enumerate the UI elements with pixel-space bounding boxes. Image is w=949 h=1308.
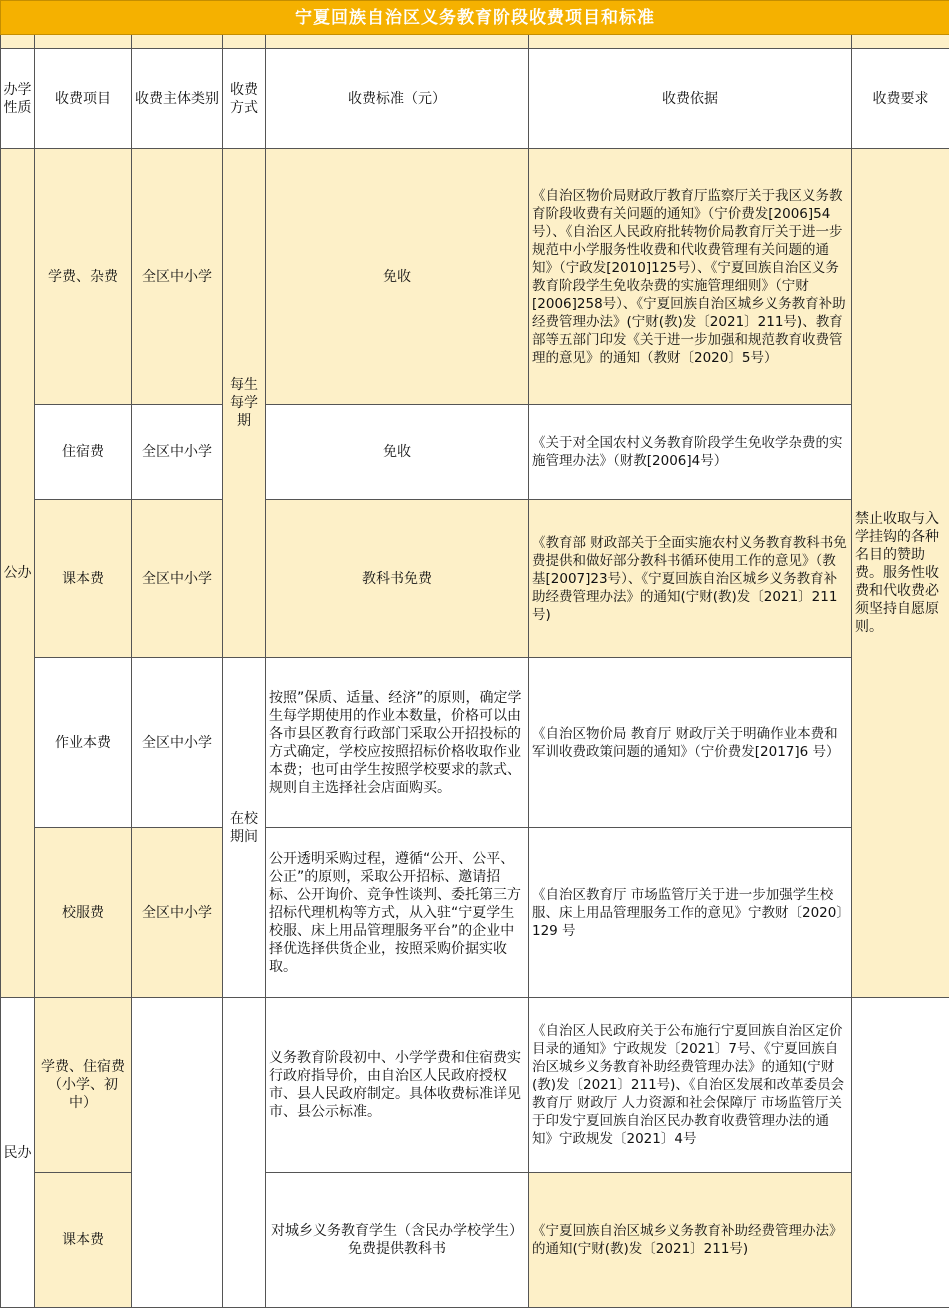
basis-cell: 《关于对全国农村义务教育阶段学生免收学杂费的实施管理办法》（财教[2006]4号） [529,405,852,500]
header-item: 收费项目 [35,49,132,149]
standard-cell: 免收 [266,149,529,405]
subject-cell: 全区中小学 [132,658,223,828]
item-cell: 学费、住宿费（小学、初中） [35,998,132,1173]
basis-cell: 《自治区物价局 教育厅 财政厅关于明确作业本费和军训收费政策问题的通知》（宁价费发[2017]6 号） [529,658,852,828]
standard-cell: 义务教育阶段初中、小学学费和住宿费实行政府指导价，由自治区人民政府授权市、县人民政府制定。具体收费标准详见市、县公示标准。 [266,998,529,1173]
header-requirement: 收费要求 [852,49,949,149]
method-cell-empty [223,998,266,1308]
basis-cell: 《教育部 财政部关于全面实施农村义务教育教科书免费提供和做好部分教科书循环使用工作的意见》（教基[2007]23号）、《宁夏回族自治区城乡义务教育补助经费管理办法》的通知(宁财(教)发〔2021〕211号) [529,500,852,658]
basis-cell: 《自治区人民政府关于公布施行宁夏回族自治区定价目录的通知》宁政规发〔2021〕7号、《宁夏回族自治区城乡义务教育补助经费管理办法》的通知(宁财(教)发〔2021〕211号)、《自治区发展和改革委员会 教育厅 财政厅 人力资源和社会保障厅 市场监管厅关于印发宁夏回族自治区民办教育收费管理办法的通知》宁政规发〔2021〕4号 [529,998,852,1173]
spacer-cell [1,35,35,49]
item-cell: 校服费 [35,828,132,998]
spacer-cell [132,35,223,49]
basis-cell: 《自治区物价局财政厅教育厅监察厅关于我区义务教育阶段收费有关问题的通知》（宁价费发[2006]54号）、《自治区人民政府批转物价局教育厅关于进一步规范中小学服务性收费和代收费管理有关问题的通知》（宁政发[2010]125号）、《宁夏回族自治区义务教育阶段学生免收杂费的实施管理细则》（宁财[2006]258号）、《宁夏回族自治区城乡义务教育补助经费管理办法》(宁财(教)发〔2021〕211号)、教育部等五部门印发《关于进一步加强和规范教育收费管理的意见》的通知（教财〔2020〕5号） [529,149,852,405]
subject-cell: 全区中小学 [132,149,223,405]
page-title: 宁夏回族自治区义务教育阶段收费项目和标准 [1,1,949,35]
item-cell: 课本费 [35,1173,132,1308]
item-cell: 课本费 [35,500,132,658]
header-standard: 收费标准（元） [266,49,529,149]
spacer-cell [852,35,949,49]
standard-cell: 公开透明采购过程，遵循“公开、公平、公正”的原则，采取公开招标、邀请招标、公开询价、竞争性谈判、委托第三方招标代理机构等方式，从入驻“宁夏学生校服、床上用品管理服务平台”的企业中择优选择供货企业，按照采购价据实收取。 [266,828,529,998]
basis-cell: 《自治区教育厅 市场监管厅关于进一步加强学生校服、床上用品管理服务工作的意见》宁教财〔2020〕129 号 [529,828,852,998]
spacer-cell [529,35,852,49]
nature-private: 民办 [1,998,35,1308]
header-basis: 收费依据 [529,49,852,149]
nature-public: 公办 [1,149,35,998]
standard-cell: 按照”保质、适量、经济”的原则，确定学生每学期使用的作业本数量，价格可以由各市县区教育行政部门采取公开招投标的方式确定，学校应按照招标价格收取作业本费；也可由学生按照学校要求的款式、规则自主选择社会店面购买。 [266,658,529,828]
item-cell: 学费、杂费 [35,149,132,405]
header-subject: 收费主体类别 [132,49,223,149]
spacer-cell [35,35,132,49]
spacer-cell [266,35,529,49]
subject-cell: 全区中小学 [132,500,223,658]
subject-cell-empty [132,998,223,1308]
header-nature: 办学性质 [1,49,35,149]
spacer-cell [223,35,266,49]
standard-cell: 免收 [266,405,529,500]
standard-cell: 对城乡义务教育学生（含民办学校学生）免费提供教科书 [266,1173,529,1308]
method-school: 在校期间 [223,658,266,998]
subject-cell: 全区中小学 [132,828,223,998]
requirement-public: 禁止收取与入学挂钩的各种名目的赞助费。服务性收费和代收费必须坚持自愿原则。 [852,149,949,998]
method-semester: 每生每学期 [223,149,266,658]
item-cell: 住宿费 [35,405,132,500]
requirement-private [852,998,949,1308]
standard-cell: 教科书免费 [266,500,529,658]
basis-cell: 《宁夏回族自治区城乡义务教育补助经费管理办法》的通知(宁财(教)发〔2021〕211号) [529,1173,852,1308]
header-method: 收费方式 [223,49,266,149]
subject-cell: 全区中小学 [132,405,223,500]
item-cell: 作业本费 [35,658,132,828]
